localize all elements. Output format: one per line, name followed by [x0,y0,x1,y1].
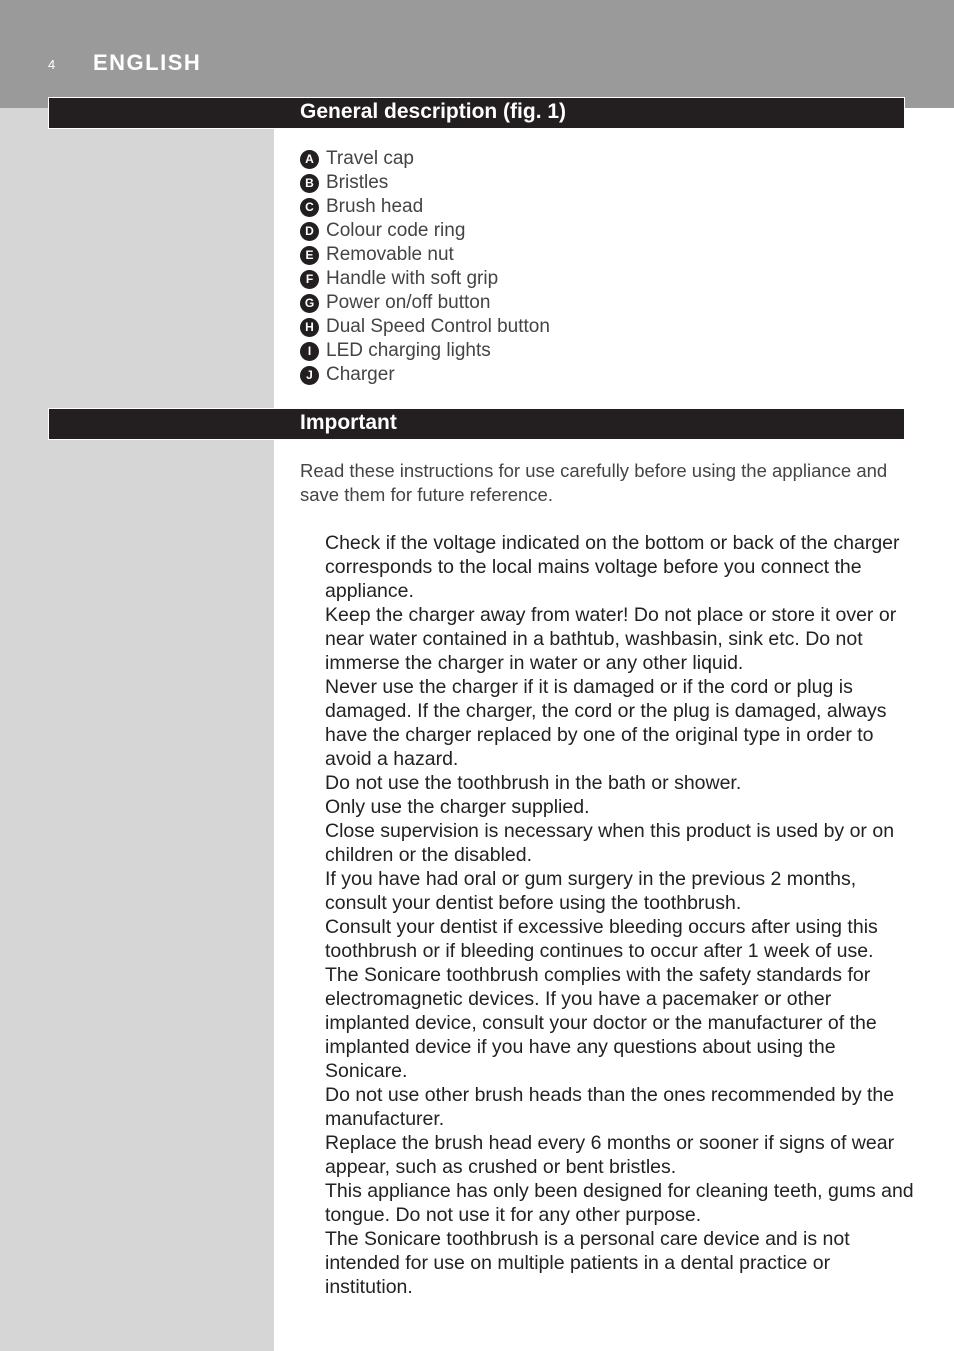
list-item [300,315,550,339]
list-item: Close supervision is necessary when this product is used by or on children or the disabled. [325,820,895,866]
list-item [300,147,550,171]
safety-warnings-list [325,531,915,1299]
list-item [300,219,550,243]
part-label: Travel cap [326,148,414,169]
list-item: Do not use other brush heads than the ones recommended by the manufacturer. [325,1084,895,1130]
list-item [300,267,550,291]
page-number: 4 [48,57,56,72]
language-heading: ENGLISH [93,50,202,75]
letter-badge: D [300,222,319,241]
list-item: Consult your dentist if excessive bleeding occurs after using this toothbrush or if bleeding continues to occur after 1 week of use. [325,916,878,962]
letter-badge: J [300,366,319,385]
letter-badge: E [300,246,319,265]
part-label: Dual Speed Control button [326,316,550,337]
section-bar-important [49,409,904,439]
list-item: Only use the charger supplied. [325,796,590,818]
list-item [300,243,550,267]
list-item: Never use the charger if it is damaged or if the cord or plug is damaged. If the charger, the cord or the plug is damaged, always have the charger replaced by one of the original type in order to avoid a hazard. [325,676,887,770]
list-item: Check if the voltage indicated on the bottom or back of the charger corresponds to the local mains voltage before you connect the appliance. [325,532,900,602]
letter-badge: A [300,150,319,169]
list-item: Keep the charger away from water! Do not place or store it over or near water contained in a bathtub, washbasin, sink etc. Do not immerse the charger in water or any other liquid. [325,604,897,674]
list-item: Replace the brush head every 6 months or sooner if signs of wear appear, such as crushed or bent bristles. [325,1132,895,1178]
letter-badge: B [300,174,319,193]
list-item [300,171,550,195]
intro-paragraph: Read these instructions for use carefully before using the appliance and save them for future reference. [300,460,888,505]
letter-badge: H [300,318,319,337]
part-label: Colour code ring [326,220,466,241]
part-label: Bristles [326,172,389,193]
part-label: LED charging lights [326,340,491,361]
list-item [300,339,550,363]
section-bar-general [49,98,904,128]
part-label: Handle with soft grip [326,268,499,289]
part-label: Brush head [326,196,424,217]
part-label: Power on/off button [326,292,491,313]
list-item [300,195,550,219]
letter-badge: C [300,198,319,217]
page-header [0,0,954,108]
list-item: The Sonicare toothbrush complies with the safety standards for electromagnetic devices. If you have a pacemaker or other implanted device, consult your doctor or the manufacturer of the implanted device if you have any questions about using the Sonicare. [325,964,877,1082]
parts-list [300,147,550,387]
list-item: This appliance has only been designed for cleaning teeth, gums and tongue. Do not use it for any other purpose. [325,1180,914,1226]
list-item [300,291,550,315]
part-label: Charger [326,364,395,385]
part-label: Removable nut [326,244,454,265]
left-margin-column [0,108,274,1351]
section-title-general: General description (fig. 1) [300,100,567,123]
list-item: If you have had oral or gum surgery in the previous 2 months, consult your dentist before using the toothbrush. [325,868,857,914]
list-item: Do not use the toothbrush in the bath or shower. [325,772,742,794]
list-item: The Sonicare toothbrush is a personal care device and is not intended for use on multiple patients in a dental practice or institution. [325,1228,850,1298]
section-title-important: Important [300,411,397,434]
letter-badge: I [300,342,319,361]
letter-badge: F [300,270,319,289]
letter-badge: G [300,294,319,313]
list-item [300,363,550,387]
